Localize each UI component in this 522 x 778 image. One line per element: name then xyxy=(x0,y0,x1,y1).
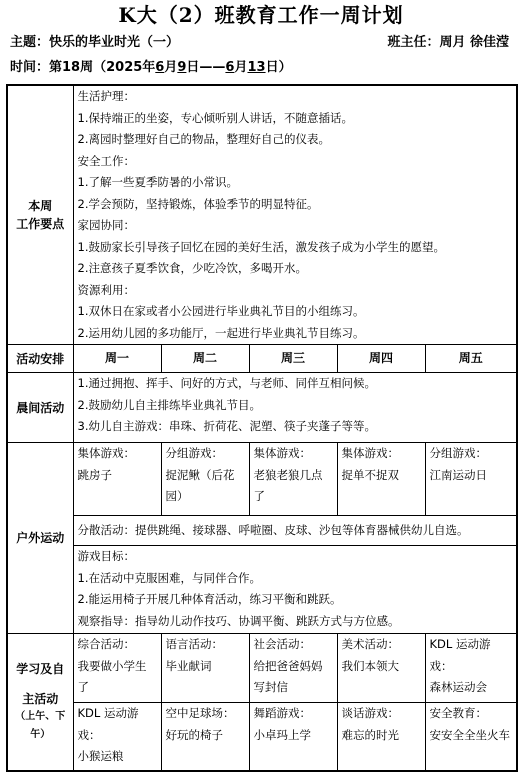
learning-row-2 xyxy=(7,703,517,771)
outdoor-game-monday: 集体游戏： 跳房子 xyxy=(73,443,161,516)
weekly-point-line: 安全工作： xyxy=(77,153,135,168)
weekly-point-line: 1.鼓励家长引导孩子回忆在园的美好生活，激发孩子成为小学生的愿望。 xyxy=(77,239,445,254)
weekly-point-line: 1.保持端正的坐姿，专心倾听别人讲话，不随意插话。 xyxy=(77,110,353,125)
theme-row xyxy=(10,32,515,54)
teacher-label: 班主任： xyxy=(387,35,440,50)
day-wednesday: 周三 xyxy=(249,345,337,373)
morning-line: 2.鼓励幼儿自主排练毕业典礼节目。 xyxy=(77,397,261,412)
day-monday: 周一 xyxy=(73,345,161,373)
weekly-point-line: 2.注意孩子夏季饮食，少吃冷饮，多喝开水。 xyxy=(77,261,307,275)
theme-label: 主题： xyxy=(10,35,50,50)
morning-row xyxy=(7,373,517,443)
weekly-point-line: 2.学会预防，坚持锻炼，体验季节的明显特征。 xyxy=(77,196,319,211)
time-row xyxy=(10,57,515,79)
outdoor-game-thursday: 集体游戏： 捉单不捉双 xyxy=(337,443,425,516)
learning-cell: 语言活动： 毕业献词 xyxy=(161,634,249,703)
weekly-point-line: 家园协同： xyxy=(77,218,135,232)
outdoor-scatter-row xyxy=(7,516,517,546)
date-text: 日—— xyxy=(186,60,226,75)
morning-line: 1.通过拥抱、挥手、问好的方式，与老师、同伴互相问候。 xyxy=(77,376,376,390)
page-title: K大（2）班教育工作一周计划 xyxy=(118,3,404,27)
weekly-plan-table xyxy=(6,84,518,772)
date-prefix: （2025年 xyxy=(93,60,156,75)
learning-cell: 美术活动： 我们本领大 xyxy=(337,634,425,703)
outdoor-goal-line: 游戏目标： xyxy=(77,549,135,563)
outdoor-goals xyxy=(73,546,517,634)
outdoor-label: 户外运动 xyxy=(7,443,73,634)
outdoor-game-friday: 分组游戏： 江南运动日 xyxy=(425,443,517,516)
weekly-point-line: 2.运用幼儿园的多功能厅，一起进行毕业典礼节目练习。 xyxy=(77,325,365,340)
learning-cell: KDL 运动游戏： 小猴运粮 xyxy=(73,703,161,771)
outdoor-scatter: 分散活动：提供跳绳、接球器、呼啦圈、皮球、沙包等体育器械供幼儿自选。 xyxy=(73,516,517,546)
date-text: 月 xyxy=(234,60,248,75)
learning-cell: 社会活动： 给把爸爸妈妈写封信 xyxy=(249,634,337,703)
learning-cell: KDL 运动游戏： 森林运动会 xyxy=(425,634,517,703)
week-number: 第18周 xyxy=(49,60,94,75)
learning-label: 学习及自 主活动 （上午、下午） xyxy=(7,634,73,771)
learning-cell: 谈话游戏： 难忘的时光 xyxy=(337,703,425,771)
weekly-points-row xyxy=(7,85,517,345)
theme-value: 快乐的毕业时光（一） xyxy=(49,35,180,50)
date-start-day: 9 xyxy=(177,60,187,75)
day-thursday: 周四 xyxy=(337,345,425,373)
schedule-header-row xyxy=(7,345,517,373)
date-text: 日） xyxy=(265,60,292,75)
schedule-label: 活动安排 xyxy=(7,345,73,373)
day-tuesday: 周二 xyxy=(161,345,249,373)
day-friday: 周五 xyxy=(425,345,517,373)
learning-cell: 空中足球场： 好玩的椅子 xyxy=(161,703,249,771)
morning-line: 3.幼儿自主游戏：串珠、折荷花、泥塑、筷子夹蓬子等等。 xyxy=(77,419,376,433)
teacher-names: 周月 徐佳滢 xyxy=(439,35,509,50)
outdoor-goal-line: 2.能运用椅子开展几种体育活动，练习平衡和跳跃。 xyxy=(77,592,342,606)
learning-row-1 xyxy=(7,634,517,703)
outdoor-goal-line: 1.在活动中克服困难，与同伴合作。 xyxy=(77,570,261,585)
learning-cell: 舞蹈游戏： 小卓玛上学 xyxy=(249,703,337,771)
date-end-day: 13 xyxy=(247,60,266,75)
weekly-points-content xyxy=(73,85,517,345)
weekly-points-label: 本周 工作要点 xyxy=(7,85,73,345)
date-start-month: 6 xyxy=(155,60,165,75)
learning-cell: 综合活动： 我要做小学生了 xyxy=(73,634,161,703)
weekly-point-line: 生活护理： xyxy=(77,89,135,103)
outdoor-games-row xyxy=(7,443,517,516)
learning-cell: 安全教育： 安安全全坐火车 xyxy=(425,703,517,771)
morning-label: 晨间活动 xyxy=(7,373,73,443)
time-label: 时间： xyxy=(10,60,50,75)
morning-content xyxy=(73,373,517,443)
weekly-point-line: 资源利用： xyxy=(77,282,135,297)
outdoor-goals-row xyxy=(7,546,517,634)
weekly-point-line: 2.离园时整理好自己的物品，整理好自己的仪表。 xyxy=(77,132,330,146)
date-text: 月 xyxy=(164,60,178,75)
weekly-point-line: 1.了解一些夏季防暑的小常识。 xyxy=(77,175,238,189)
outdoor-game-wednesday: 集体游戏： 老狼老狼几点了 xyxy=(249,443,337,516)
outdoor-goal-line: 观察指导：指导幼儿动作技巧、协调平衡、跳跃方式与方位感。 xyxy=(77,613,400,628)
date-end-month: 6 xyxy=(225,60,235,75)
weekly-point-line: 1.双休日在家或者小公园进行毕业典礼节目的小组练习。 xyxy=(77,304,365,318)
outdoor-game-tuesday: 分组游戏： 捉泥鳅（后花园） xyxy=(161,443,249,516)
